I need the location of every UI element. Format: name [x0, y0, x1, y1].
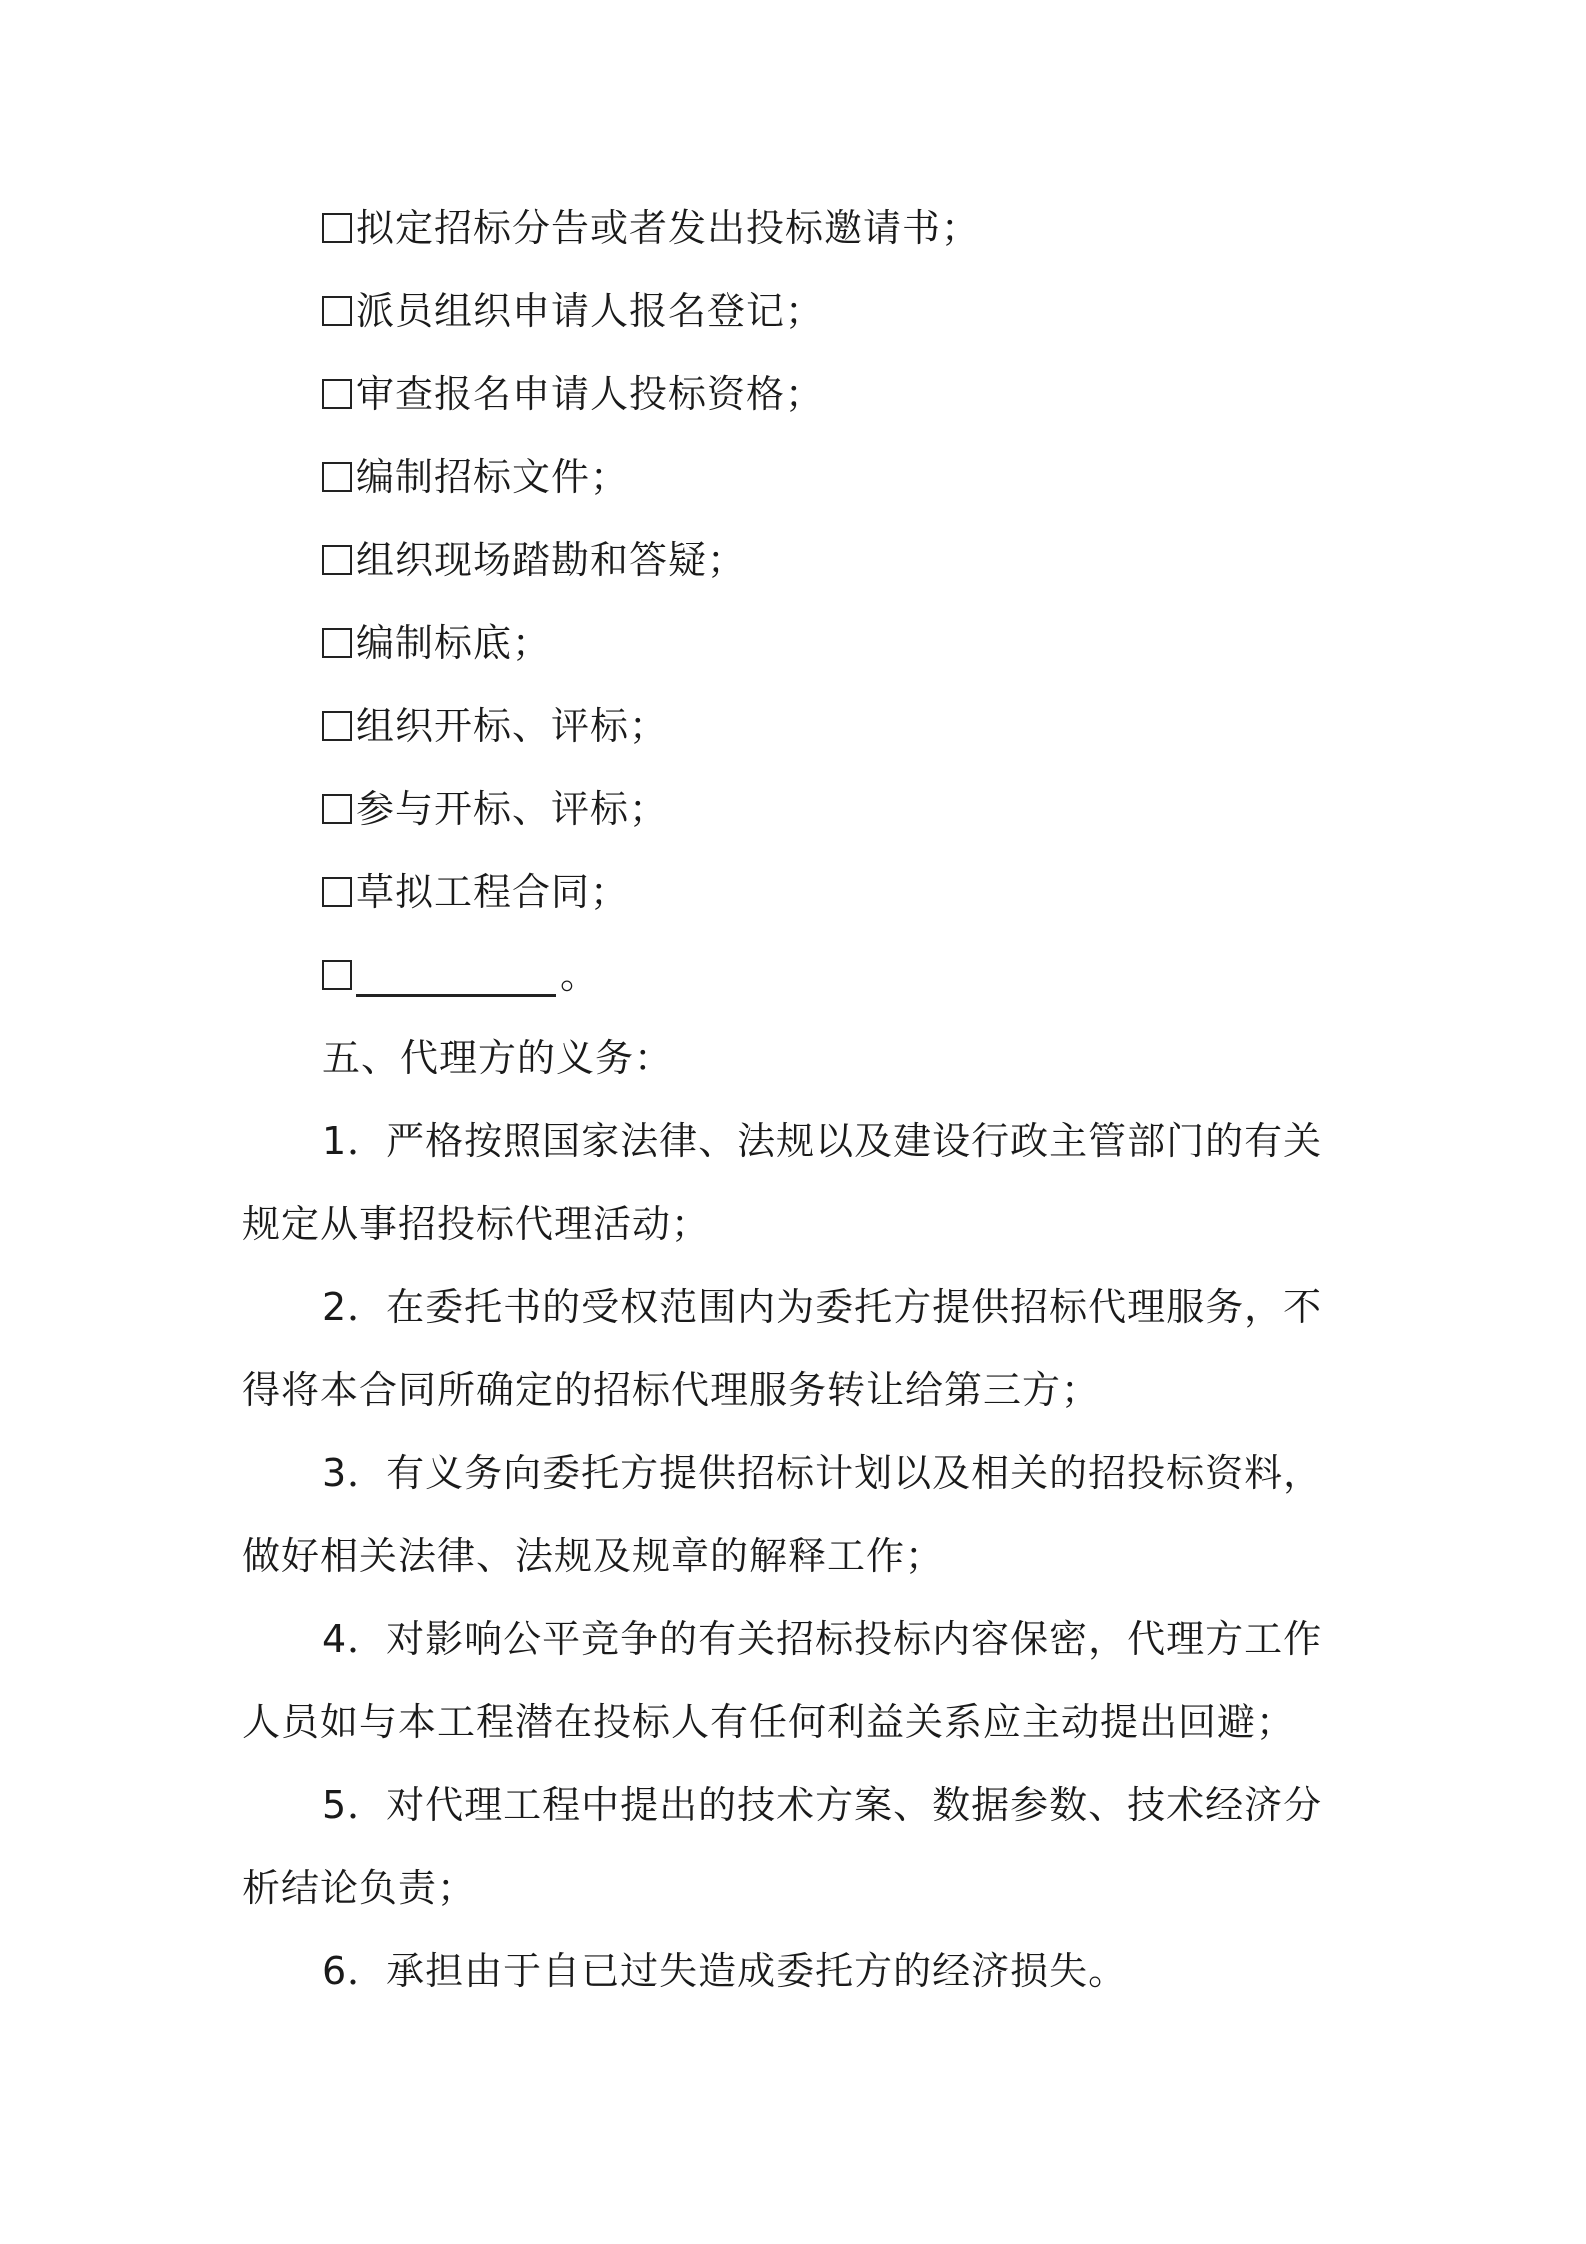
checklist-item: [322, 781, 668, 837]
checklist-item-text: 参与开标、评标；: [356, 787, 669, 831]
checklist-item: [322, 864, 629, 920]
checklist-item: [322, 200, 980, 256]
checkbox-icon[interactable]: [322, 462, 352, 492]
obligation-line: 3．有义务向委托方提供招标计划以及相关的招投标资料，: [322, 1451, 1323, 1495]
checklist-item-text: 编制标底；: [356, 621, 552, 665]
obligation-line: 2．在委托书的受权范围内为委托方提供招标代理服务，不: [322, 1285, 1323, 1329]
obligation-line: 做好相关法律、法规及规章的解释工作；: [242, 1534, 945, 1578]
fill-in-blank[interactable]: [356, 954, 556, 997]
obligation-line: 1．严格按照国家法律、法规以及建设行政主管部门的有关: [322, 1119, 1323, 1163]
obligation-line: 得将本合同所确定的招标代理服务转让给第三方；: [242, 1368, 1101, 1412]
checkbox-icon[interactable]: [322, 545, 352, 575]
checklist-item-text: 审查报名申请人投标资格；: [356, 372, 825, 416]
checkbox-icon[interactable]: [322, 960, 352, 990]
obligation-line: 人员如与本工程潜在投标人有任何利益关系应主动提出回避；: [242, 1700, 1296, 1744]
checklist-item-text: 编制招标文件；: [356, 455, 630, 499]
checklist-item: [322, 698, 668, 754]
obligation-line: 5．对代理工程中提出的技术方案、数据参数、技术经济分: [322, 1783, 1323, 1827]
checkbox-icon[interactable]: [322, 794, 352, 824]
checklist-item: [322, 532, 746, 588]
checklist-item-text: 派员组织申请人报名登记；: [356, 289, 825, 333]
checklist-item: [322, 366, 824, 422]
checkbox-icon[interactable]: [322, 628, 352, 658]
checklist-item-text: 组织开标、评标；: [356, 704, 669, 748]
checklist-item-text: 拟定招标分告或者发出投标邀请书；: [356, 206, 981, 250]
checklist-item-blank: [322, 947, 599, 1003]
checklist-item: [322, 615, 551, 671]
obligation-line: 6．承担由于自已过失造成委托方的经济损失。: [322, 1949, 1128, 1993]
checklist-item-text: 组织现场踏勘和答疑；: [356, 538, 747, 582]
checkbox-icon[interactable]: [322, 213, 352, 243]
obligation-line: 规定从事招投标代理活动；: [242, 1202, 711, 1246]
checkbox-icon[interactable]: [322, 711, 352, 741]
checklist-item: [322, 449, 629, 505]
obligation-line: 析结论负责；: [242, 1866, 477, 1910]
obligation-line: 4．对影响公平竞争的有关招标投标内容保密，代理方工作: [322, 1617, 1323, 1661]
checkbox-icon[interactable]: [322, 379, 352, 409]
section-heading: 五、代理方的义务：: [322, 1036, 674, 1080]
checklist-item: [322, 283, 824, 339]
checklist-blank-end: 。: [560, 953, 600, 997]
checkbox-icon[interactable]: [322, 296, 352, 326]
checkbox-icon[interactable]: [322, 877, 352, 907]
checklist-item-text: 草拟工程合同；: [356, 870, 630, 914]
